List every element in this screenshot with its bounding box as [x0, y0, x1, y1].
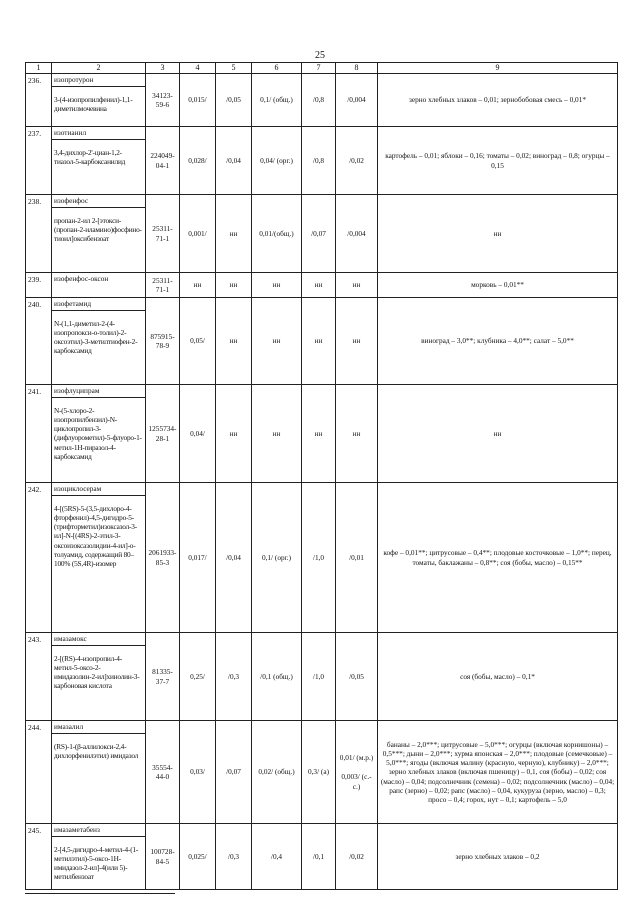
substance-name: изотианил — [52, 127, 145, 140]
chemical-name: N-(1,1-диметил-2-(4-изопропокси-о-толил)-2-оксоэтил)-3-метилтиофен-2-карбоксамид — [54, 319, 138, 356]
substance-cell — [52, 273, 146, 298]
cas-number: 875915-78-9 — [146, 298, 180, 385]
cas-number: 2061933-85-3 — [146, 483, 180, 633]
col-header: 9 — [378, 63, 618, 74]
table-row — [26, 74, 618, 127]
value-cell: нн — [216, 298, 252, 385]
value-cell: нн — [336, 385, 378, 483]
value-cell: нн — [302, 298, 336, 385]
table-row — [26, 385, 618, 483]
cas-number: 224049-04-1 — [146, 127, 180, 195]
value-cell — [336, 721, 378, 824]
value-cell: 0,02/ (общ.) — [252, 721, 302, 824]
chemical-name: 2-[4,5-дигидро-4-метил-4-(1-метилэтил)-5-оксо-1Н-имидазол-2-ил]-4(или 5)-метилбензоат — [54, 845, 139, 882]
col-header: 3 — [146, 63, 180, 74]
value-cell: нн — [336, 298, 378, 385]
chemical-name: N-(5-хлоро-2-изопропилбензил)-N-циклопропил-3-(дифлуорометил)-5-флуоро-1-метил-1Н-пиразол-4-карбоксамид — [54, 406, 142, 461]
value-cell: 0,04/ — [180, 385, 216, 483]
chemical-name: 2-[(RS)-4-изопропил-4-метил-5-оксо-2-имидазолин-2-ил]хинолин-3-карбоновая кислота — [54, 654, 140, 691]
chemical-name: пропан-2-ил 2-[этокси-(пропан-2-иламино)фосфино-тиоил]оксибензоат — [54, 216, 142, 244]
table-row — [26, 298, 618, 385]
value-cell: /0,1 (общ.) — [252, 633, 302, 721]
footnote-divider — [25, 893, 175, 894]
substance-name: изофенфос-оксон — [54, 274, 109, 283]
substance-name: изофенфос — [52, 195, 145, 208]
value-cell: 0,04/ (орг.) — [252, 127, 302, 195]
row-number: 242. — [26, 483, 52, 633]
row-number: 239. — [26, 273, 52, 298]
value-cell: 0,025/ — [180, 824, 216, 890]
value-cell: /0,01 — [336, 483, 378, 633]
substance-cell — [52, 127, 146, 195]
value-cell: /0,004 — [336, 195, 378, 273]
value-cell: 0,3/ (а) — [302, 721, 336, 824]
food-limits: соя (бобы, масло) – 0,1* — [378, 633, 618, 721]
value-cell: 0,1/ (орг.) — [252, 483, 302, 633]
value-cell: /0,02 — [336, 127, 378, 195]
substance-name: изофлуципрам — [52, 385, 145, 398]
substance-cell — [52, 633, 146, 721]
value-cell: нн — [180, 273, 216, 298]
page-number: 25 — [315, 50, 325, 61]
value-line: 0,003/ (с.-с.) — [341, 772, 372, 791]
col-header: 2 — [52, 63, 146, 74]
col-header: 5 — [216, 63, 252, 74]
table-row — [26, 127, 618, 195]
value-cell: 0,017/ — [180, 483, 216, 633]
chemical-name: 3-(4-изопропилфенил)-1,1-диметилмочевина — [54, 95, 133, 114]
value-cell: /1,0 — [302, 633, 336, 721]
value-cell: нн — [216, 195, 252, 273]
substance-cell — [52, 298, 146, 385]
row-number: 240. — [26, 298, 52, 385]
food-limits: зерно хлебных злаков – 0,2 — [378, 824, 618, 890]
value-cell: 0,015/ — [180, 74, 216, 127]
value-cell: нн — [216, 273, 252, 298]
cas-number: 25311-71-1 — [146, 195, 180, 273]
substance-cell — [52, 824, 146, 890]
col-header: 7 — [302, 63, 336, 74]
header-row — [26, 63, 618, 74]
value-cell: нн — [252, 273, 302, 298]
row-number: 237. — [26, 127, 52, 195]
food-limits: морковь – 0,01** — [378, 273, 618, 298]
col-header: 6 — [252, 63, 302, 74]
row-number: 241. — [26, 385, 52, 483]
substance-name: имазамокс — [52, 633, 145, 646]
value-cell: /0,05 — [336, 633, 378, 721]
value-cell: 0,028/ — [180, 127, 216, 195]
value-cell: нн — [216, 385, 252, 483]
chemical-name: 4-[(5RS)-5-(3,5-дихлоро-4-фторфенил)-4,5-дигидро-5-(трифторметил)изоксазол-3-ил]-N-[(4RS)-2-этил-3-оксоизоксазолидин-4-ил]-о-толуамид, содержащий 80–100% (5S,4R)-изомер — [54, 504, 137, 568]
row-number: 243. — [26, 633, 52, 721]
value-cell: 0,001/ — [180, 195, 216, 273]
substance-name: имазаметабенз — [52, 824, 145, 837]
row-number: 236. — [26, 74, 52, 127]
substance-name: изоциклосерам — [52, 483, 145, 496]
value-cell: /0,07 — [216, 721, 252, 824]
col-header: 8 — [336, 63, 378, 74]
substance-cell — [52, 385, 146, 483]
food-limits: нн — [378, 385, 618, 483]
cas-number: 81335-37-7 — [146, 633, 180, 721]
residue-limits-table — [25, 62, 618, 890]
row-number: 238. — [26, 195, 52, 273]
row-number: 244. — [26, 721, 52, 824]
chemical-name: 3,4-дихлор-2'-циан-1,2-тиазол-5-карбоксанилид — [54, 148, 126, 167]
value-cell: /1,0 — [302, 483, 336, 633]
food-limits: нн — [378, 195, 618, 273]
food-limits: виноград – 3,0**; клубника – 4,0**; салат – 5,0** — [378, 298, 618, 385]
table-row — [26, 195, 618, 273]
value-cell: нн — [252, 385, 302, 483]
value-cell: 0,03/ — [180, 721, 216, 824]
table-row — [26, 273, 618, 298]
value-cell: /0,4 — [252, 824, 302, 890]
value-cell: /0,1 — [302, 824, 336, 890]
table-row — [26, 483, 618, 633]
value-cell: нн — [252, 298, 302, 385]
table-row — [26, 824, 618, 890]
cas-number: 100728-84-5 — [146, 824, 180, 890]
value-cell: /0,07 — [302, 195, 336, 273]
value-cell: 0,05/ — [180, 298, 216, 385]
col-header: 4 — [180, 63, 216, 74]
food-limits: кофе – 0,01**; цитрусовые – 0,4**; плодовые косточковые – 1,0**; перец, томаты, баклажаны – 0,8**; соя (бобы, масло) – 0,15** — [378, 483, 618, 633]
chemical-name: (RS)-1-(β-аллилокси-2,4-дихлорфенилэтил) имидазол — [54, 742, 139, 761]
value-cell: 0,01/(общ.) — [252, 195, 302, 273]
value-cell: нн — [336, 273, 378, 298]
cas-number: 35554-44-0 — [146, 721, 180, 824]
value-line: 0,01/ (м.р.) — [339, 753, 374, 763]
substance-name: имазалил — [52, 721, 145, 734]
table-row — [26, 721, 618, 824]
food-limits: зерно хлебных злаков – 0,01; зернобобовая смесь – 0,01* — [378, 74, 618, 127]
value-cell: 0,1/ (общ.) — [252, 74, 302, 127]
value-cell: /0,05 — [216, 74, 252, 127]
value-cell: /0,8 — [302, 74, 336, 127]
value-cell: /0,004 — [336, 74, 378, 127]
cas-number: 1255734-28-1 — [146, 385, 180, 483]
row-number: 245. — [26, 824, 52, 890]
substance-cell — [52, 74, 146, 127]
substance-cell — [52, 721, 146, 824]
food-limits: картофель – 0,01; яблоки – 0,16; томаты – 0,02; виноград – 0,8; огурцы – 0,15 — [378, 127, 618, 195]
col-header: 1 — [26, 63, 52, 74]
value-cell: /0,8 — [302, 127, 336, 195]
value-cell: /0,04 — [216, 483, 252, 633]
substance-name: изофетамид — [52, 298, 145, 311]
value-cell: /0,04 — [216, 127, 252, 195]
table-row — [26, 633, 618, 721]
value-cell: /0,3 — [216, 633, 252, 721]
substance-cell — [52, 483, 146, 633]
value-cell: 0,25/ — [180, 633, 216, 721]
substance-cell — [52, 195, 146, 273]
cas-number: 25311-71-1 — [146, 273, 180, 298]
value-cell: /0,3 — [216, 824, 252, 890]
value-cell: нн — [302, 385, 336, 483]
value-cell: нн — [302, 273, 336, 298]
cas-number: 34123-59-6 — [146, 74, 180, 127]
substance-name: изопротурон — [52, 74, 145, 87]
value-cell: /0,02 — [336, 824, 378, 890]
food-limits: бананы – 2,0***; цитрусовые – 5,0***; огурцы (включая корнишоны) – 0,5***; дыни – 2,0***; хурма японская – 2,0***; плодовые (семечковые) – 5,0***; ягоды (включая малину (красную, черную), клубнику) – 2,0***; зерно хлебных злаков (включая пшеницу) – 0,1, соя (бобы) – 0,02; соя (масло) – 0,04; подсолнечник (семена) – 0,02; подсолнечник (масло) – 0,04; рапс (зерно) – 0,02; рапс (масло) – 0,04, кукуруза (зерно, масло) – 0,3; просо – 0,4; горох, нут – 0,1; картофель – 5,0 — [378, 721, 618, 824]
